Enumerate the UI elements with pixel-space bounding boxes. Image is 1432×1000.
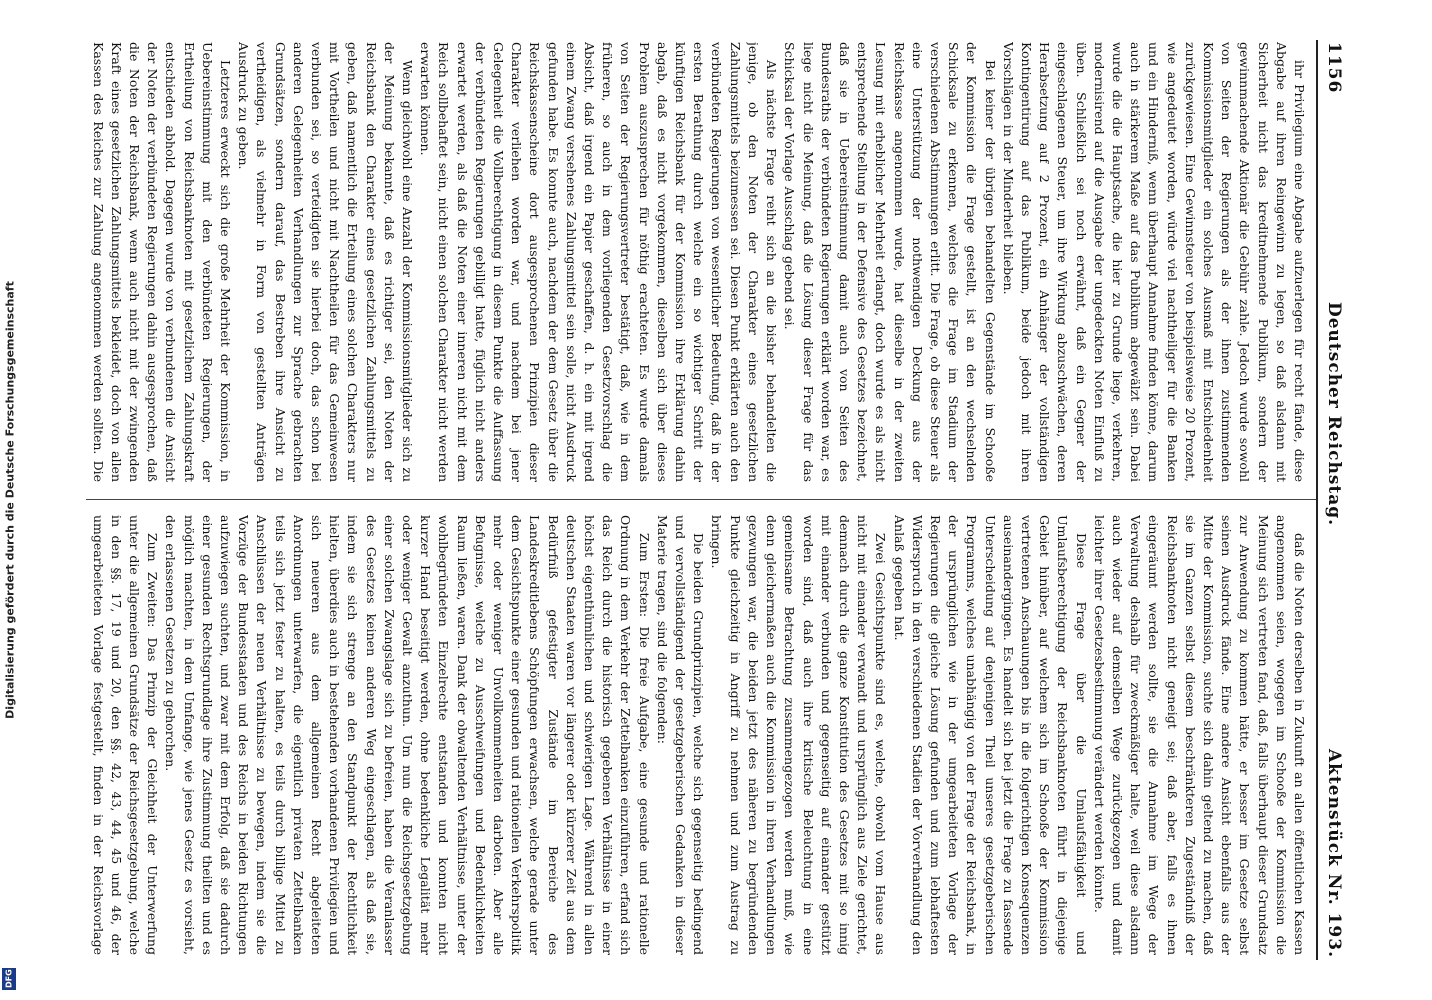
paragraph: Zum Ersten: Die freie Aufgabe, eine gesunde und rationelle Ordnung in dem Verkehr der Zettelbanken einzuführen, erfand sich das Reich durch die historisch gegebenen Verhältnisse in einer höchst eigenthümlichen und schwierigen Lage. Während in allen deutschen Staaten waren vor längerer oder kürzerer Zeit aus dem Bedürfniß gefestigter Zustände im Bereiche des Landeskreditlebens Schöpfungen erwachsen, welche gerade unter dem Gesichtspunkte einer gesunden und rationellen Verkehrspolitik mehr oder weniger Unvollkommenheiten darboten. Aber alle Befugnisse, welche zu Ausschweifungen und Bedenklichkeiten Raum ließen, waren. Dank der obwaltenden Verhältnisse, unter der wohlbegründeten Einzelrechte entstanden und konnten nicht kurzer Hand beseitigt werden, ohne bedenkliche Legalität mehr oder weniger Gewalt anzuthun. Um nun die Reichsgesetzgebung einer solchen Zwangslage sich zu befreien, haben die Veranlasser des Gesetzes keinen anderen Weg eingeschlagen, als daß sie, indem sie sich strenge an den Standpunkt der Rechtlichkeit hielten, überdies auch in bestehenden vorhandenen Privilegien und sich neueren aus dem allgemeinen Recht abgeleiteten Anordnungen unterwarfen, die eigentlich privaten Zettelbanken teils sich jetzt fester zu halten, es teils durch billige Mittel zu Anschlüssen der neuen Verhältnisse zu bewegen, indem sie die Vorzüge der Bundesstaaten und des Reichs in beiden Richtungen aufzuwiegen suchten, und zwar mit dem Erfolg, daß sie dadurch einer gesunden Rechtsgrundlage ihre Zustimmung theilten und es möglich machten, in dem Umfange, wie jenes Gesetz es vorsieht, den erlassenen Gesetzen zu gehorchen. (163, 515, 652, 955)
paragraph: Zum Zweiten: Das Prinzip der Gleichheit der Unterwerfung unter die allgemeinen Grundsätze der Reichsgesetzgebung, welche in den §§. 17, 19 und 20, den §§. 42, 43, 44, 45 und 46, der umgearbeiteten Vorlage festgestellt, finden in der Reichsvorlage (90, 515, 161, 955)
paragraph: ihr Privilegium eine Abgabe aufzuerlegen für recht fände, diese Abgabe auf ihren Reingewinn zu legen, so daß alsdann mit Sicherheit nicht das kreditnehmende Publikum, sondern der gewinnmachende Aktionär die Gebühr zahle. Jedoch wurde sowohl von Seiten der Regierungen als der ihnen zustimmenden Kommissionsmitglieder ein solches Ausmaß mit Entschiedenheit zurückgewiesen. Eine Gewinnsteuer von beispielsweise 20 Prozent, wie angedeutet worden, würde viel nachtheiliger für die Banken und ein Hinderniß, wenn überhaupt Annahme finden könne, darum auch in stärkerem Maße auf das Publikum abgewälzt sein. Dabei wurde die die Hauptsache, die hier zu Grunde liege, verkehren, modernisirend auf die Ausgabe der ungedeckten Noten Einfluß zu üben. Schließlich sei noch erwähnt, daß ein Gegner der eingeschlagenen Steuer, um ihre Wirkung abzuschwächen, deren Herabsetzung auf 2 Prozent, ein Anhänger der vollständigen Kontingentirung auf das Publikum, beide jedoch mit ihren Vorschlägen in der Minderheit blieben. (1000, 42, 1307, 482)
text-column-right (86, 515, 1308, 955)
header-rule (1316, 40, 1318, 960)
document-number: Aktenstück Nr. 193. (1324, 748, 1344, 958)
page-header (1318, 42, 1346, 958)
paragraph: Als nächste Frage reiht sich an die bisher behandelten die jenige, ob den Noten der Charakter eines gesetzlichen Zahlungsmittels beizumessen sei. Diesen Punkt erklärten auch den verbündeten Regierungen von wesentlicher Bedeutung, daß in der ersten Berathung durch welche ein so wichtiger Schritt der künftigen Reichsbank für der Kommission ihre Erklärung dahin abgab, daß es nicht vorgekommen, dieselben sich über dieses Problem auszusprechen für nöthig erachteten. Es wurde damals von Seiten der Regierungsvertreter bestätigt, daß, wie in dem früheren, so auch in dem vorliegenden Gesetzvorschlag die Absicht, daß irgend ein Papier geschaffen, d. h. ein mit irgend einem Zwang versehenes Zahlungsmittel sein solle, nicht Ausdruck gefunden habe. Es konnte auch, nachdem der dem Gesetz über die Reichskassenscheine dort ausgesprochenen Prinzipien dieser Charakter verliehen worden war, und nachdem bei jener Gelegenheit die Vollberechtigung in diesem Punkte die Auffassung der verbündeten Regierungen gebilligt hatte, füglich nicht anders erwartet werden, als daß die Noten einer inneren nicht mit dem Reich sollbehaftet sein, nicht einen solchen Charakter nicht werden erwarten können. (418, 42, 780, 482)
dfg-logo: DFG (2, 968, 16, 990)
text-column-left (86, 42, 1308, 482)
paragraph: Die beiden Grundprinzipien, welche sich gegenseitig bedingend und vervollständigend der gesetzgeberischen Gedanken in dieser Materie tragen, sind die folgenden: (654, 515, 707, 955)
page-number: 1156 (1324, 42, 1344, 94)
digitization-note: Digitalisierung gefördert durch die Deutsche Forschungsgemeinschaft (3, 281, 17, 719)
paragraph: Wenn gleichwohl eine Anzahl der Kommissionsmitglieder sich zu der Meinung bekannte, daß es richtiger sei, den Noten der Reichsbank den Charakter eines gesetzlichen Zahlungsmittels zu geben, daß namentlich die Erteilung eines solchen Charakters nur mit Vortheilen und nicht mit Nachtheilen für das Gemeinwesen verbunden sei, so verteidigten sie hierbei doch, das schon bei anderen Gelegenheiten Verhandlungen zur Sprache gebrachten Grundsätzen, sondern darauf, das Bestreben ihre Ansicht zu vertheidigen, als vielmehr in Form von gestellten Anträgen Ausdruck zu geben. (236, 42, 416, 482)
paragraph: daß die Noten derselben in Zukunft an allen öffentlichen Kassen angenommen seien, wogegen im Schooße der Kommission die Meinung sich vertreten fand, daß, falls überhaupt dieser Grundsatz zur Anwendung zu kommen hätte, er besser im Gesetze selbst seinen Ausdruck fände. Eine andere Ansicht ebenfalls aus der Mitte der Kommission, suchte sich dahin geltend zu machen, daß sie im Ganzen selbst diesem beschränkteren Zugeständniß der Reichsbanknoten nicht geneigt sei; daß aber, falls es ihnen eingeräumt werden sollte, sie die Annahme im Wege der Verwaltung deshalb für zweckmäßiger halte, weil diese alsdann auch wieder auf demselben Wege zurückgezogen und damit leichter ihrer Gesetzesbestimmung verändert werden könnte. (1091, 515, 1307, 955)
paragraph: Diese Frage über die Umlaufsfähigkeit und Umlaufsberechtigung der Reichsbanknoten führt in diejenige Gebiet hinüber, auf welchem sich im Schooße der Kommission vertretenen Anschauungen bis in die folgerichtigen Konsequenzen auseinandergingen. Es handelt sich bei jetzt die Frage zu fassende Unterscheidung auf denjenigen Theil unseres gesetzgeberischen Programms, welches unabhängig von der Frage der Reichsbank, in der ursprünglichen wie in der umgearbeiteten Vorlage der Regierungen die gleiche Lösung gefunden und zum lebhaftesten Widerspruch in den verschiedenen Stadien der Vorverhandlung den Anlaß gegeben hat. (891, 515, 1089, 955)
scanned-page (66, 20, 1366, 980)
publication-title: Deutscher Reichstag. (1324, 302, 1344, 527)
digitization-sidebar (0, 0, 20, 1000)
paragraph: Bei keiner der übrigen behandelten Gegenstände im Schooße der Kommission die Frage gestellt, ist an den wechselnden Schicksale zu erkennen, welches die Frage im Stadium der verschiedenen Abstimmungen erlitt. Die Frage, ob diese Steuer als eine Unterstützung der nothwendigen Deckung aus der Reichskasse angenommen wurde, hat dieselbe in der zweiten Lesung mit erheblicher Mehrheit erlangt, doch wurde es als nicht entsprechende Stellung in der Defensive des Gesetzes bezeichnet, daß sie in Uebereinstimmung damit auch von Seiten des Bundesraths der verbündeten Regierungen erklärt worden war, es liege nicht die Meinung, daß die Lösung dieser Frage für das Schicksal der Vorlage Ausschlag gebend sei. (782, 42, 998, 482)
paragraph: Letzteres erweckt sich die große Mehrheit der Kommission, in Uebereinstimmung mit den verbündeten Regierungen, der Ertheilung von Reichsbanknoten mit gesetzlichem Zahlungskraft entschieden abhold. Dagegen wurde von verbundenen die Ansicht der Noten der verbündeten Regierungen dahin ausgesprochen, daß die Noten der Reichsbank, wenn auch nicht mit der zwingenden Kraft eines gesetzlichen Zahlungsmittels bekleidet, doch von allen Kassen des Reiches zur Zahlung angenommen werden sollten. Die (90, 42, 234, 482)
column-divider (86, 499, 1316, 500)
paragraph: Zwei Gesichtspunkte sind es, welche, obwohl vom Hause aus nicht mit einander verwandt und ursprünglich aus Ziele gerichtet, demnach durch die ganze Konstitution des Gesetzes mit so innig mit einander verbunden und gegenseitig auf einander gestützt worden sind, daß auch ihre kritische Beleuchtung in eine gemeinsame Betrachtung zusammengezogen werden muß, wie denn gleichermaßen auch die Kommission in ihren Verhandlungen gezwungen war, die beiden jetzt des näheren zu begründenden Punkte gleichzeitig in Angriff zu nehmen und zum Austrag zu bringen. (709, 515, 889, 955)
